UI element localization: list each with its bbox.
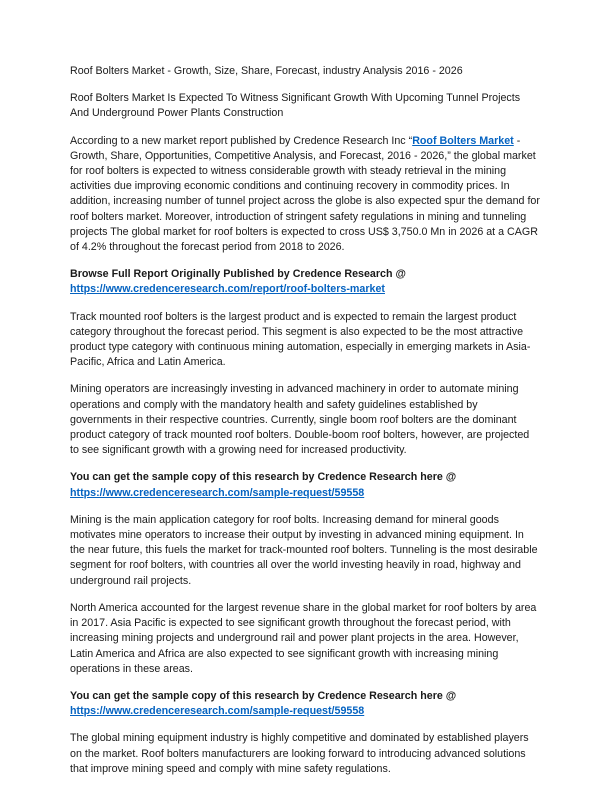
document-page <box>70 64 540 789</box>
north-america-paragraph: North America accounted for the largest revenue share in the global market for roof bolters by area in 2017. Asia Pacific is expected to see significant growth throughout the forecast period, with increasing mining projects and underground rail and power plant projects in the area. However, Latin America and Africa are also expected to see significant growth with increasing mining operations in these areas. <box>70 601 537 675</box>
intro-text-before: According to a new market report published by Credence Research Inc “ <box>70 134 413 147</box>
browse-report-label: Browse Full Report Originally Published by Credence Research @ <box>70 268 406 281</box>
sample-copy-block-1 <box>70 470 540 500</box>
sample-copy-block-2 <box>70 689 540 719</box>
sample-request-link-2[interactable]: https://www.credenceresearch.com/sample-request/59558 <box>70 705 365 718</box>
browse-report-block <box>70 267 540 297</box>
document-subtitle: Roof Bolters Market Is Expected To Witness Significant Growth With Upcoming Tunnel Projects And Underground Power Plants Construction <box>70 92 521 120</box>
roof-bolters-market-link[interactable]: Roof Bolters Market <box>412 134 514 147</box>
global-industry-paragraph: The global mining equipment industry is highly competitive and dominated by established players on the market. Roof bolters manufacturers are looking forward to introducing advanced solutions that improve mining speed and comply with mine safety regulations. <box>70 732 529 775</box>
mining-application-paragraph: Mining is the main application category for roof bolts. Increasing demand for mineral goods motivates mine operators to increase their output by investing in advanced mining equipment. In the near future, this fuels the market for track-mounted roof bolters. Tunneling is the most desirable segment for roof bolters, with countries all over the world investing heavily in road, highway and underground rail projects. <box>70 513 538 587</box>
document-title: Roof Bolters Market - Growth, Size, Share, Forecast, industry Analysis 2016 - 2026 <box>70 65 463 77</box>
sample-copy-label-2: You can get the sample copy of this research by Credence Research here @ <box>70 689 457 702</box>
track-mounted-paragraph: Track mounted roof bolters is the largest product and is expected to remain the largest product category throughout the forecast period. This segment is also expected to be the most attractive product type category with continuous mining automation, especially in emerging markets in Asia-Pacific, Africa and Latin America. <box>70 310 531 369</box>
intro-paragraph <box>70 134 540 256</box>
mining-operators-paragraph: Mining operators are increasingly investing in advanced machinery in order to automate mining operations and comply with the mandatory health and safety guidelines established by governments in their respective countries. Currently, single boom roof bolters are the dominant product category of track mounted roof bolters. Double-boom roof bolters, however, are projected to see significant growth with a growing need for increased productivity. <box>70 383 530 457</box>
sample-copy-label-1: You can get the sample copy of this research by Credence Research here @ <box>70 471 457 484</box>
sample-request-link-1[interactable]: https://www.credenceresearch.com/sample-request/59558 <box>70 486 365 499</box>
intro-text-after: - Growth, Share, Opportunities, Competitive Analysis, and Forecast, 2016 - 2026,” the global market for roof bolters is expected to witness considerable growth with steady retrieval in the mining activities due improving economic conditions and continuing recovery in commodity prices. In addition, increasing number of tunnel project across the globe is also expected spur the demand for roof bolters market. Moreover, introduction of stringent safety regulations in mining and tunneling projects The global market for roof bolters is expected to cross US$ 3,750.0 Mn in 2026 at a CAGR of 4.2% throughout the forecast period from 2018 to 2026. <box>70 134 540 254</box>
browse-report-link[interactable]: https://www.credenceresearch.com/report/roof-bolters-market <box>70 283 385 296</box>
